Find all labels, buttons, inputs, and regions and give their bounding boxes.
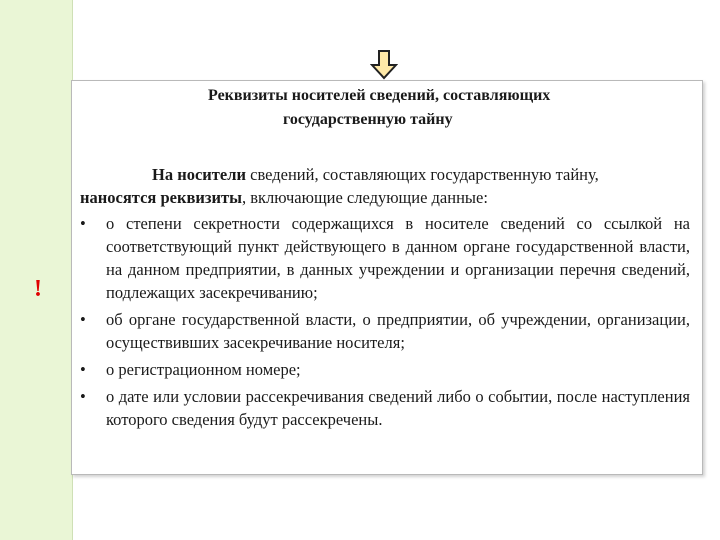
bullet: • bbox=[80, 310, 86, 329]
list-item bbox=[80, 358, 690, 381]
list-item-text: о регистрационном номере; bbox=[106, 360, 301, 379]
list-item-text: об органе государственной власти, о предприятии, об учреждении, организации, осуществивших засекречивание носителя; bbox=[106, 310, 690, 352]
list-item-text: о степени секретности содержащихся в носителе сведений со ссылкой на соответствующий пункт действующего в данном органе государственной власти, на данном предприятии, в данных учреждении и организации перечня сведений, подлежащих засекречиванию; bbox=[106, 214, 690, 302]
slide-body bbox=[80, 163, 690, 435]
list-item bbox=[80, 385, 690, 431]
intro-paragraph bbox=[80, 163, 690, 209]
title-line-1: Реквизиты носителей сведений, составляющих bbox=[208, 87, 551, 104]
exclamation-marker: ! bbox=[34, 276, 42, 302]
intro-bold-2: наносятся реквизиты bbox=[80, 188, 242, 207]
intro-bold-1: На носители bbox=[152, 165, 246, 184]
title-line-2: государственную тайну bbox=[283, 111, 453, 128]
bullet: • bbox=[80, 387, 86, 406]
bullet: • bbox=[80, 214, 86, 233]
list-item bbox=[80, 308, 690, 354]
list-item-text: о дате или условии рассекречивания сведений либо о событии, после наступления которого сведения будут рассекречены. bbox=[106, 387, 690, 429]
bullet: • bbox=[80, 360, 86, 379]
requisites-list bbox=[80, 212, 690, 431]
intro-text-1: сведений, составляющих государственную тайну, bbox=[246, 165, 599, 184]
intro-text-2: , включающие следующие данные: bbox=[242, 188, 488, 207]
list-item bbox=[80, 212, 690, 304]
intro-line-1 bbox=[80, 163, 690, 186]
down-arrow-icon bbox=[370, 50, 398, 80]
left-sidebar-strip bbox=[0, 0, 73, 540]
